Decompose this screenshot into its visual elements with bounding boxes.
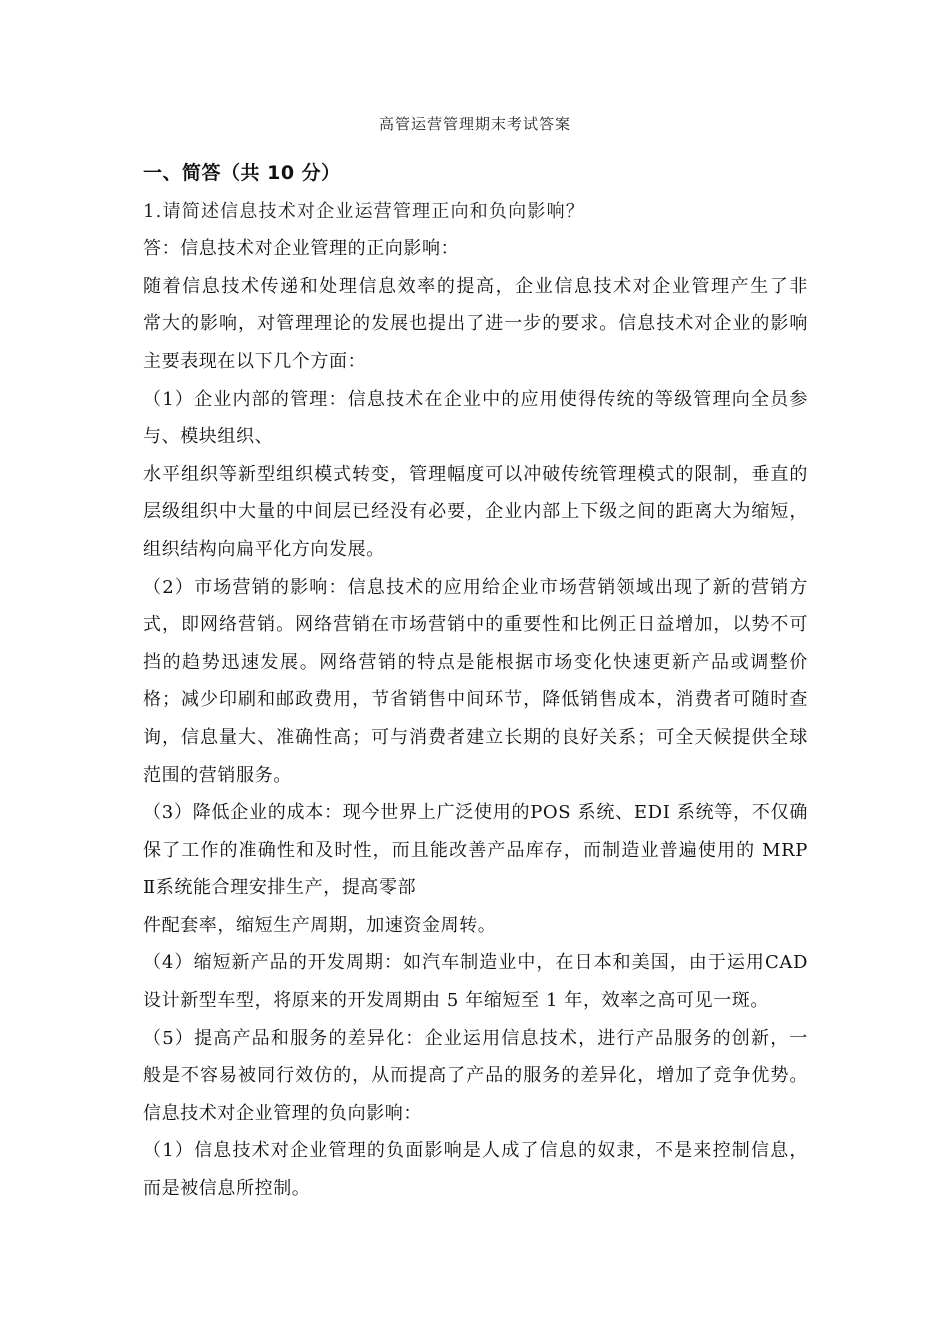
paragraph-line: 般是不容易被同行效仿的，从而提高了产品的服务的差异化，增加了竞争优势。 [143,1065,808,1087]
paragraph-line: 询，信息量大、准确性高；可与消费者建立长期的良好关系；可全天候提供全球 [143,726,808,748]
point-4-line: （4）缩短新产品的开发周期：如汽车制造业中，在日本和美国，由于运用CAD [143,952,808,974]
paragraph-line: 组织结构向扁平化方向发展。 [143,538,385,560]
paragraph-line: 水平组织等新型组织模式转变，管理幅度可以冲破传统管理模式的限制，垂直的 [143,463,808,485]
document-title: 高管运营管理期末考试答案 [378,115,571,133]
paragraph-line: 层级组织中大量的中间层已经没有必要，企业内部上下级之间的距离大为缩短， [143,501,808,523]
point-1-line: 与、模块组织、 [143,426,274,448]
negative-impact-heading: 信息技术对企业管理的负向影响： [143,1102,422,1124]
answer-intro: 答：信息技术对企业管理的正向影响： [143,238,460,260]
section-heading: 一、简答（共 10 分） [143,162,341,184]
paragraph-line: 随着信息技术传递和处理信息效率的提高，企业信息技术对企业管理产生了非 [143,275,808,297]
negative-point-1-line: （1）信息技术对企业管理的负面影响是人成了信息的奴隶，不是来控制信息， [143,1140,808,1162]
paragraph-line: 式，即网络营销。网络营销在市场营销中的重要性和比例正日益增加，以势不可 [143,614,808,636]
point-1-line: （1）企业内部的管理：信息技术在企业中的应用使得传统的等级管理向全员参 [143,388,808,410]
point-5-line: （5）提高产品和服务的差异化：企业运用信息技术，进行产品服务的创新，一 [143,1027,808,1049]
paragraph-line: 格；减少印刷和邮政费用，节省销售中间环节，降低销售成本，消费者可随时查 [143,689,808,711]
paragraph-line: 件配套率，缩短生产周期，加速资金周转。 [143,914,497,936]
paragraph-line: 常大的影响，对管理理论的发展也提出了进一步的要求。信息技术对企业的影响 [143,313,808,335]
paragraph-line: 挡的趋势迅速发展。网络营销的特点是能根据市场变化快速更新产品或调整价 [143,651,808,673]
paragraph-line: 保了工作的准确性和及时性，而且能改善产品库存，而制造业普遍使用的 MRP [143,839,808,861]
paragraph-line: 设计新型车型，将原来的开发周期由 5 年缩短至 1 年，效率之高可见一斑。 [143,990,769,1012]
paragraph-line: Ⅱ系统能合理安排生产，提高零部 [143,877,417,899]
paragraph-line: 范围的营销服务。 [143,764,292,786]
point-2-line: （2）市场营销的影响：信息技术的应用给企业市场营销领域出现了新的营销方 [143,576,808,598]
question-text: 1.请简述信息技术对企业运营管理正向和负向影响？ [143,200,585,222]
paragraph-line: 主要表现在以下几个方面： [143,350,367,372]
paragraph-line: 而是被信息所控制。 [143,1178,311,1200]
document-body [143,155,808,1208]
point-3-line: （3）降低企业的成本：现今世界上广泛使用的POS 系统、EDI 系统等，不仅确 [143,802,808,824]
